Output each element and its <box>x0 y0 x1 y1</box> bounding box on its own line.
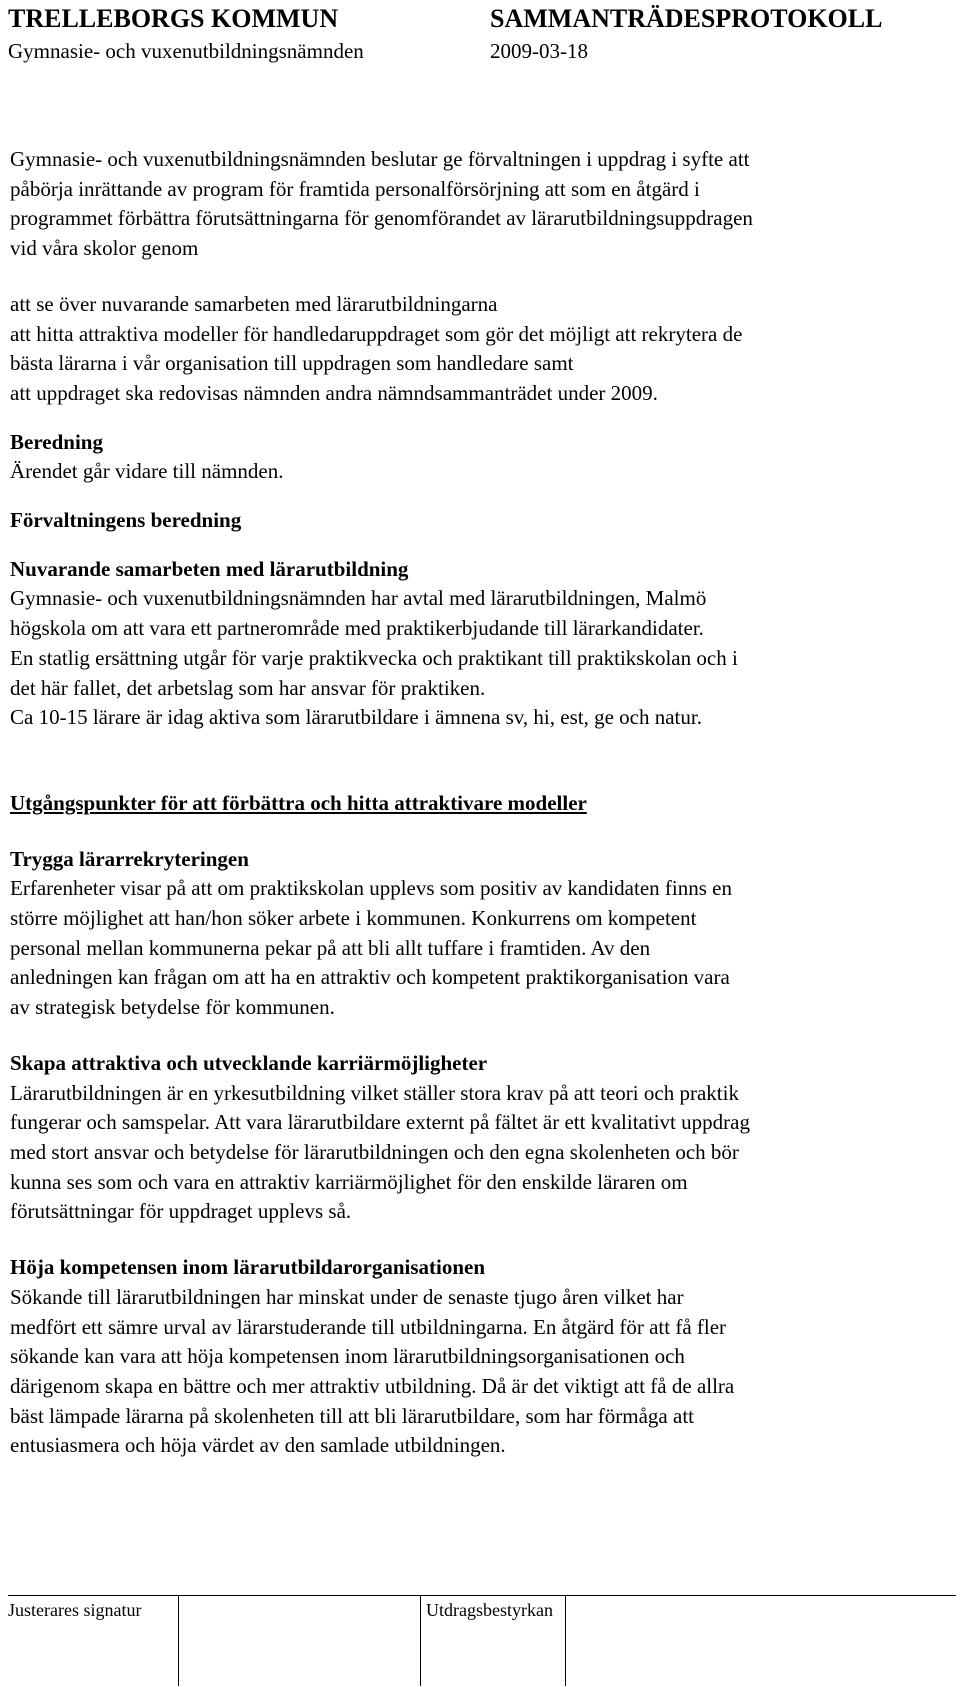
text-line: större möjlighet att han/hon söker arbete i kommunen. Konkurrens om kompetent <box>10 906 697 931</box>
decision-item: att hitta attraktiva modeller för handledaruppdraget som gör det möjligt att rekrytera de <box>10 321 743 346</box>
text-line: påbörja inrättande av program för framtida personalförsörjning att som en åtgärd i <box>10 176 700 201</box>
beredning-text: Ärendet går vidare till nämnden. <box>10 459 284 484</box>
text-line: anledningen kan frågan om att ha en attraktiv och kompetent praktikorganisation vara <box>10 965 730 990</box>
text-line: med stort ansvar och betydelse för lärarutbildningen och den egna skolenheten och bör <box>10 1139 739 1164</box>
section-heading-beredning: Beredning <box>10 429 103 454</box>
section-heading-trygga: Trygga lärarrekryteringen <box>10 846 249 871</box>
decision-items <box>10 290 945 409</box>
text-line: Lärarutbildningen är en yrkesutbildning vilket ställer stora krav på att teori och praktik <box>10 1080 739 1105</box>
document-type: SAMMANTRÄDESPROTOKOLL <box>490 4 883 33</box>
utdragsbestyrkan-label: Utdragsbestyrkan <box>426 1600 553 1620</box>
text-line: personal mellan kommunerna pekar på att bli allt tuffare i framtiden. Av den <box>10 935 651 960</box>
section-heading-skapa: Skapa attraktiva och utvecklande karriärmöjligheter <box>10 1050 488 1075</box>
page-header <box>8 3 948 67</box>
text-line: medfört ett sämre urval av lärarstuderande till utbildningarna. En åtgärd för att få fler <box>10 1314 727 1339</box>
municipality-name: TRELLEBORGS KOMMUN <box>8 4 339 33</box>
document-body <box>10 145 945 1461</box>
text-line: Gymnasie- och vuxenutbildningsnämnden har avtal med lärarutbildningen, Malmö <box>10 586 707 611</box>
text-line: förutsättningar för uppdraget upplevs så. <box>10 1199 352 1224</box>
text-line: entusiasmera och höja värdet av den samlade utbildningen. <box>10 1433 506 1458</box>
committee-name: Gymnasie- och vuxenutbildningsnämnden <box>8 39 364 63</box>
decision-item: att uppdraget ska redovisas nämnden andra nämndsammanträdet under 2009. <box>10 380 658 405</box>
text-line: programmet förbättra förutsättningarna för genomförandet av lärarutbildningsuppdragen <box>10 206 753 231</box>
text-line: sökande kan vara att höja kompetensen inom lärarutbildningsorganisationen och <box>10 1344 685 1369</box>
text-line: det här fallet, det arbetslag som har ansvar för praktiken. <box>10 675 486 700</box>
text-line: därigenom skapa en bättre och mer attraktiv utbildning. Då är det viktigt att få de allra <box>10 1373 735 1398</box>
signature-footer <box>0 1573 960 1687</box>
footer-column-divider <box>565 1596 566 1686</box>
text-line: En statlig ersättning utgår för varje praktikvecka och praktikant till praktikskolan och i <box>10 645 738 670</box>
text-line: Gymnasie- och vuxenutbildningsnämnden beslutar ge förvaltningen i uppdrag i syfte att <box>10 147 750 171</box>
footer-column-divider <box>178 1596 179 1686</box>
text-line: vid våra skolor genom <box>10 236 199 261</box>
text-line: Erfarenheter visar på att om praktikskolan upplevs som positiv av kandidaten finns en <box>10 876 732 901</box>
footer-divider <box>8 1595 956 1596</box>
footer-column-divider <box>420 1596 421 1686</box>
justerares-signatur-label: Justerares signatur <box>8 1600 142 1620</box>
text-line: Ca 10-15 lärare är idag aktiva som lärarutbildare i ämnena sv, hi, est, ge och natur. <box>10 705 702 730</box>
section-heading-forvaltning: Förvaltningens beredning <box>10 508 242 533</box>
decision-item: att se över nuvarande samarbeten med lärarutbildningarna <box>10 291 498 316</box>
section-heading-utgangspunkter: Utgångspunkter för att förbättra och hitta attraktivare modeller <box>10 790 587 815</box>
section-heading-hoja: Höja kompetensen inom lärarutbildarorganisationen <box>10 1255 486 1280</box>
text-line: kunna ses som och vara en attraktiv karriärmöjlighet för den enskilde läraren om <box>10 1169 688 1194</box>
decision-item: bästa lärarna i vår organisation till uppdragen som handledare samt <box>10 351 574 376</box>
decision-intro <box>10 145 945 264</box>
text-line: av strategisk betydelse för kommunen. <box>10 995 335 1020</box>
text-line: fungerar och samspelar. Att vara lärarutbildare externt på fältet är ett kvalitativt uppdrag <box>10 1110 750 1135</box>
text-line: bäst lämpade lärarna på skolenheten till att bli lärarutbildare, som har förmåga att <box>10 1403 694 1428</box>
meeting-date: 2009-03-18 <box>490 39 588 63</box>
text-line: högskola om att vara ett partnerområde med praktikerbjudande till lärarkandidater. <box>10 616 704 641</box>
section-heading-nuvarande: Nuvarande samarbeten med lärarutbildning <box>10 556 409 581</box>
text-line: Sökande till lärarutbildningen har minskat under de senaste tjugo åren vilket har <box>10 1284 684 1309</box>
